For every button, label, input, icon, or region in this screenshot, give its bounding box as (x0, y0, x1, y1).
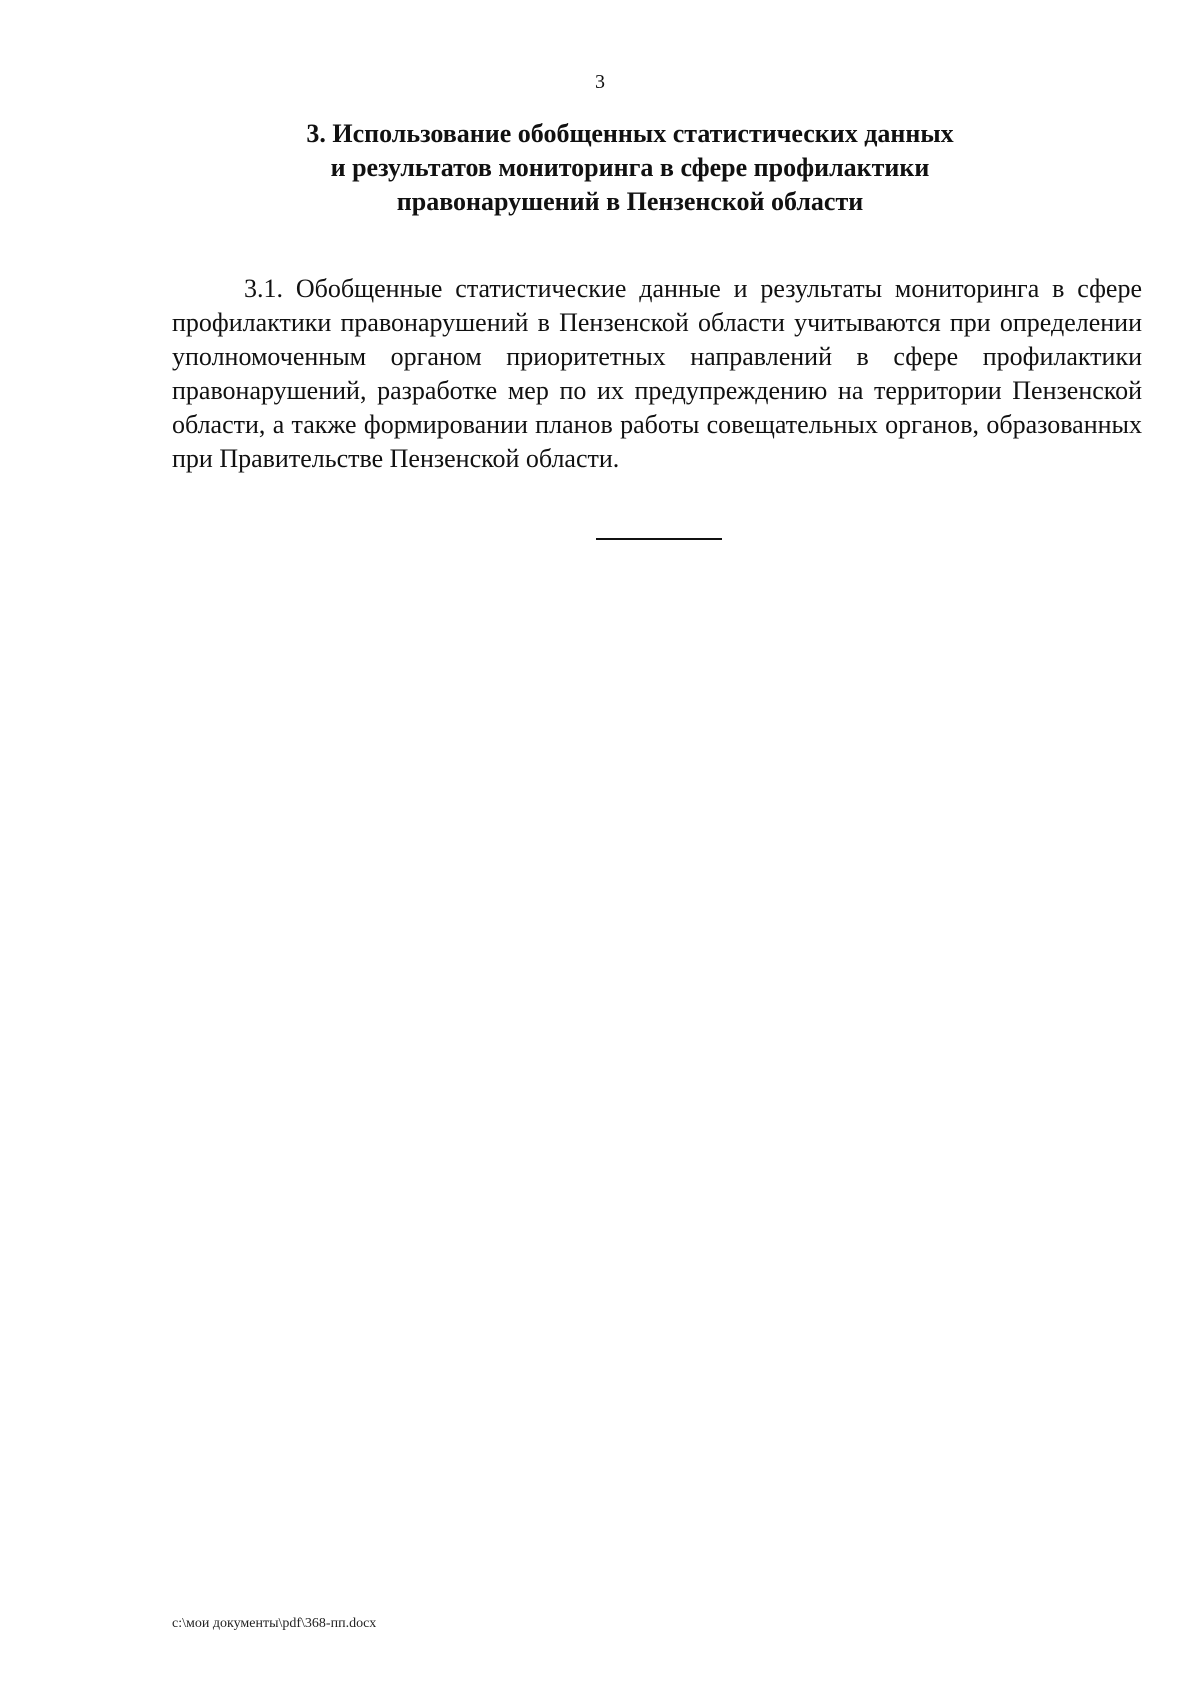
section-heading-line: и результатов мониторинга в сфере профилактики (330, 153, 930, 182)
page-number: 3 (595, 71, 605, 93)
end-rule-divider (596, 538, 722, 540)
body-paragraph: 3.1. Обобщенные статистические данные и результаты мониторинга в сфере профилактики правонарушений в Пензенской области учитываются при определении уполномоченным органом приоритетных направлений в сфере профилактики правонарушений, разработке мер по их предупреждению на территории Пензенской области, а также формировании планов работы совещательных органов, образованных при Правительстве Пензенской области. (172, 274, 1142, 473)
section-heading-line: 3. Использование обобщенных статистических данных (306, 119, 954, 148)
section-heading (200, 117, 1060, 219)
section-heading-line: правонарушений в Пензенской области (396, 187, 864, 216)
footer-file-path: c:\мои документы\pdf\368-пп.docx (172, 1616, 377, 1631)
